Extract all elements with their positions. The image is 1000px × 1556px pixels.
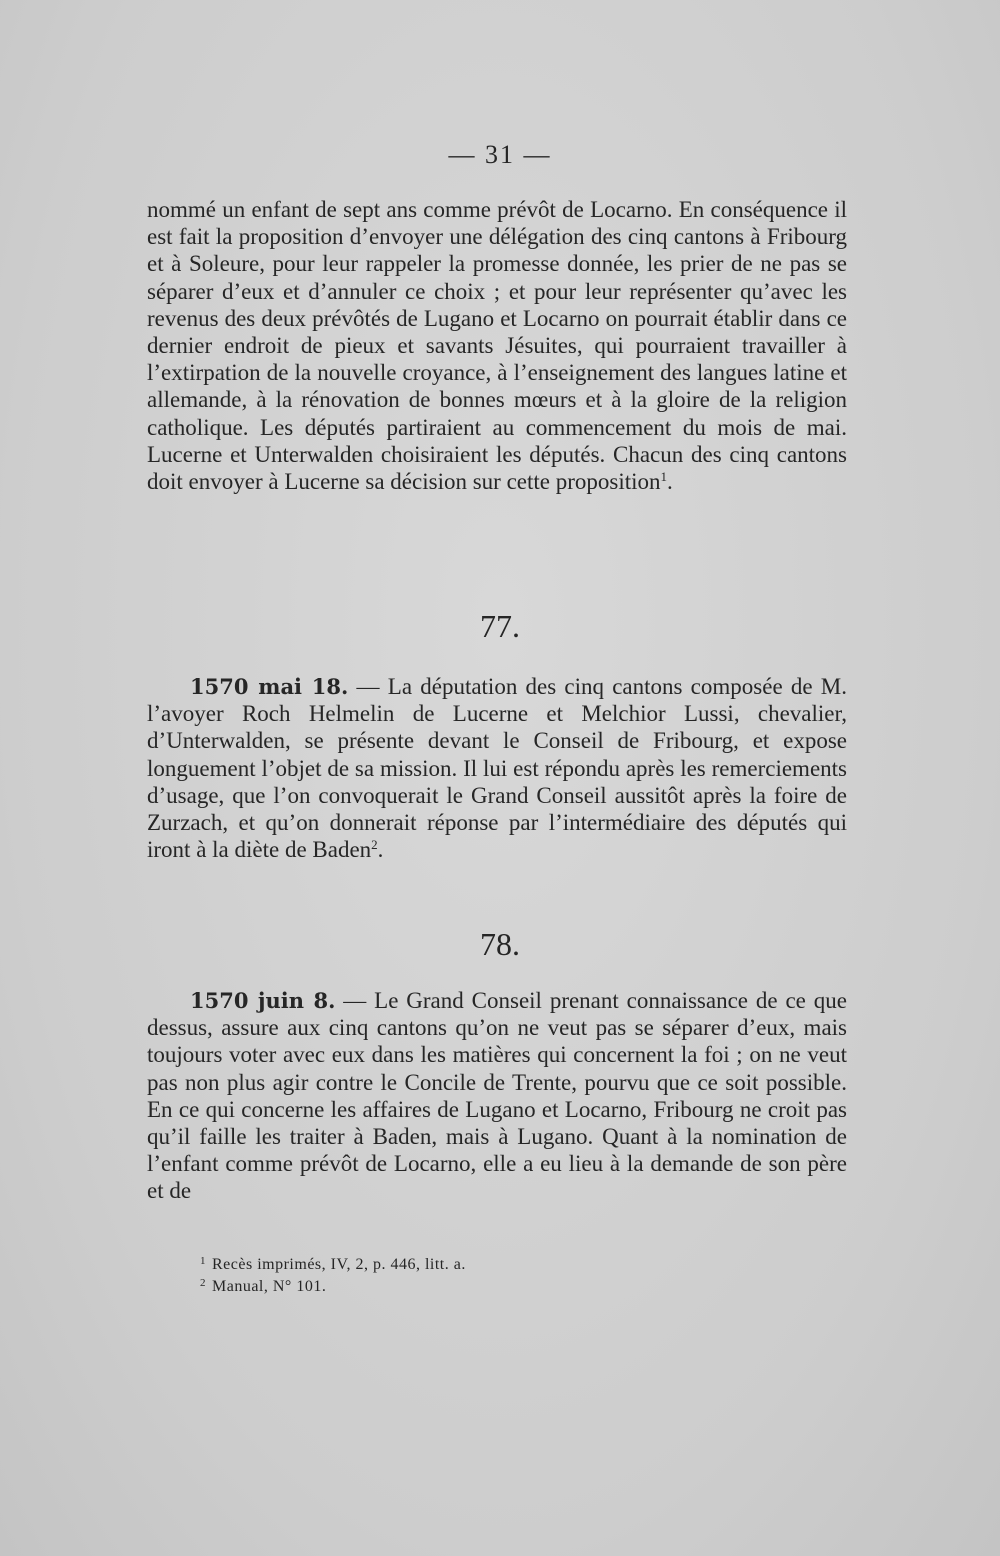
entry-paragraph bbox=[147, 987, 847, 1205]
entry-paragraph bbox=[147, 673, 847, 863]
entry-text: — Le Grand Conseil prenant connaissance de ce que dessus, assure aux cinq cantons qu’on ne veut pas se séparer d’eux, mais toujours voter avec eux dans les matières qui concernent la foi ; on ne veut pas non plus agir contre le Concile de Trente, pourvu que ce soit possible. En ce qui concerne les affaires de Lugano et Locarno, Fribourg ne croit pas qu’il faille les traiter à Baden, mais à Lugano. Quant à la nomination de l’enfant comme prévôt de Locarno, elle a eu lieu à la demande de son père et de bbox=[147, 988, 847, 1204]
entry-end: . bbox=[377, 837, 384, 863]
entry-text: — La députation des cinq cantons composée de M. l’avoyer Roch Helmelin de Lucerne et Melchior Lussi, chevalier, d’Unterwalden, se présente devant le Conseil de Fribourg, et expose longuement l’objet de sa mission. Il lui est répondu après les remerciements d’usage, que l’on convoquerait le Grand Conseil aussitôt après la foire de Zurzach, et qu’on donnerait réponse par l’intermédiaire des députés qui iront à la diète de Baden bbox=[147, 674, 847, 863]
footnote bbox=[200, 1254, 800, 1276]
footnote-ref: 2 bbox=[371, 837, 378, 853]
intro-end: . bbox=[667, 469, 673, 495]
entry-date: 1570 juin 8. bbox=[190, 988, 336, 1013]
footnote bbox=[200, 1276, 800, 1298]
intro-text: nommé un enfant de sept ans comme prévôt de Locarno. En conséquence il est fait la proposition d’envoyer une délégation des cinq cantons à Fribourg et à Soleure, pour leur rappeler la promesse donnée, les prier de ne pas se séparer d’eux et d’annuler ce choix ; et pour leur représenter qu’avec les revenus des deux prévôtés de Lugano et Locarno on pourrait établir dans ce dernier endroit de pieux et savants Jésuites, qui pourraient travailler à l’extirpation de la nouvelle croyance, à l’enseignement des langues latine et allemande, à la rénovation de bonnes mœurs et à la gloire de la religion catholique. Les députés partiraient au commencement du mois de mai. Lucerne et Unterwalden choisiraient les députés. Chacun des cinq cantons doit envoyer à Lucerne sa décision sur cette proposition bbox=[147, 197, 847, 495]
intro-paragraph bbox=[147, 196, 847, 495]
footnote-ref: 1 bbox=[660, 469, 668, 485]
footnote-mark: 2 bbox=[200, 1277, 206, 1289]
footnote-text: Manual, N° 101. bbox=[212, 1278, 327, 1295]
entry-number: 78. bbox=[480, 926, 520, 962]
footnote-mark: 1 bbox=[200, 1255, 206, 1267]
entry-date: 1570 mai 18. bbox=[190, 674, 349, 699]
page-number: — 31 — bbox=[448, 140, 552, 169]
footnote-text: Recès imprimés, IV, 2, p. 446, litt. a. bbox=[212, 1256, 466, 1273]
footnotes bbox=[200, 1254, 800, 1298]
entry-number: 77. bbox=[480, 608, 520, 644]
